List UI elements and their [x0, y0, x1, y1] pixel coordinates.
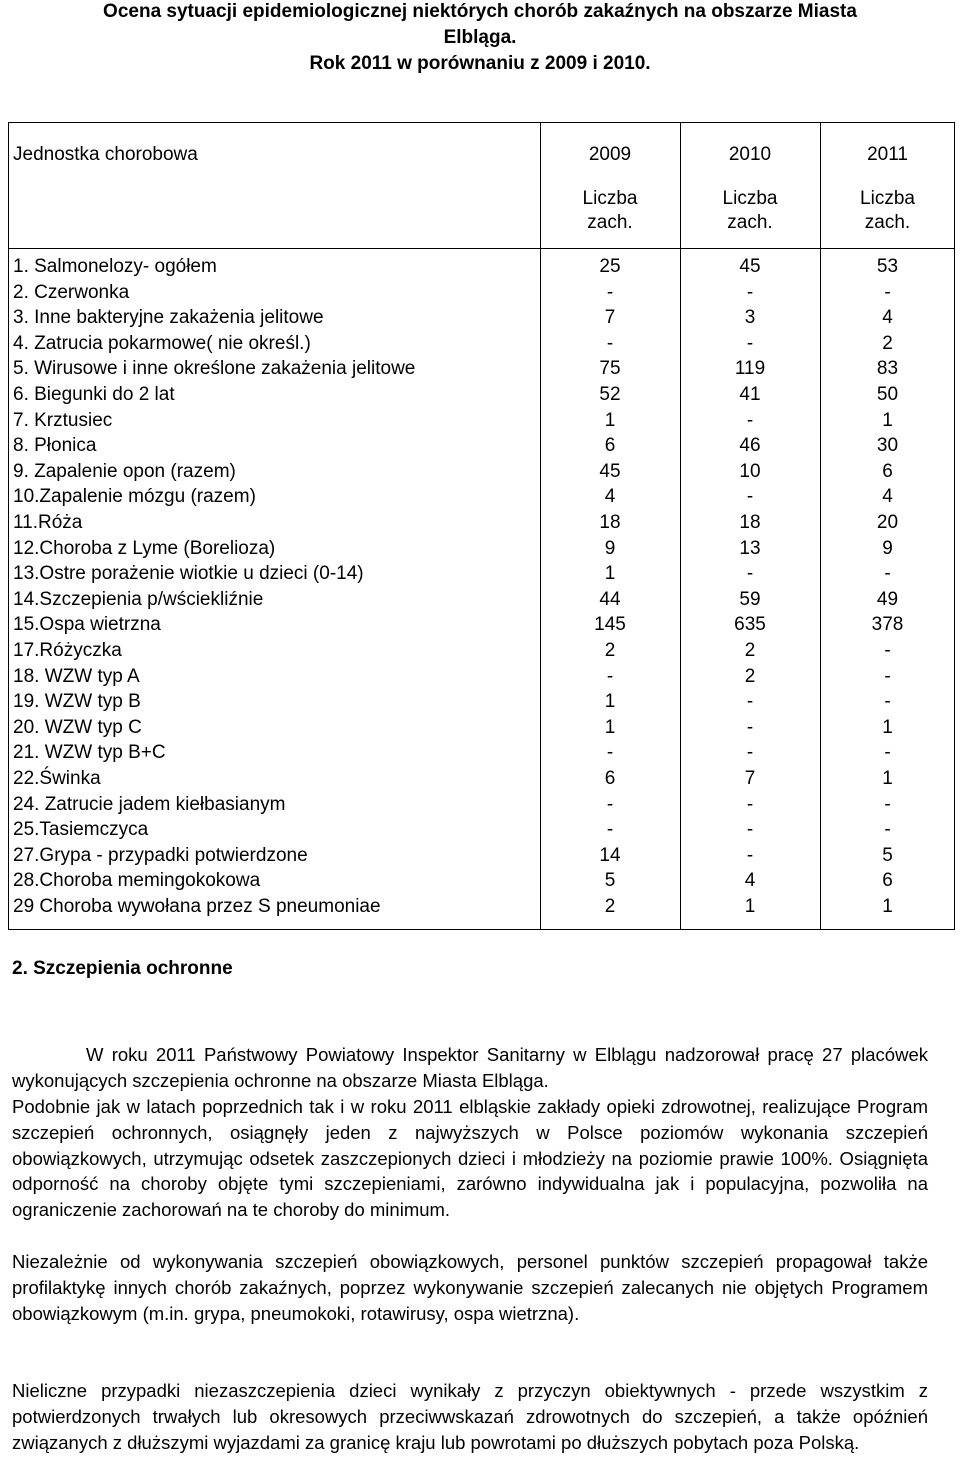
header-year-2011: 2011: [867, 144, 908, 165]
row-value-2009: 25: [599, 256, 621, 277]
row-label: 28.Choroba memingokokowa: [13, 870, 261, 892]
row-value-2011: 53: [876, 256, 899, 277]
header-year-2009: 2009: [588, 144, 632, 165]
row-value-2009: 9: [604, 537, 616, 559]
header-disease-unit: Jednostka chorobowa: [13, 144, 198, 165]
row-value-2010: -: [746, 742, 754, 764]
row-label: 18. WZW typ A: [13, 665, 140, 687]
row-value-2011: -: [884, 665, 891, 687]
row-value-2011: 30: [876, 435, 899, 457]
row-value-2009: 6: [604, 768, 616, 789]
row-value-2009: 4: [604, 486, 616, 508]
row-value-2010: 4: [744, 870, 756, 892]
paragraph-1: W roku 2011 Państwowy Powiatowy Inspektor Sanitarny w Elblągu nadzorował pracę 27 placówek wykonujących szczepienia ochronne na obszarze Miasta Elbląga.: [12, 1044, 928, 1091]
row-value-2010: 7: [744, 768, 756, 789]
row-value-2011: -: [884, 563, 891, 585]
row-value-2011: 378: [871, 614, 904, 636]
row-value-2011: 5: [882, 844, 893, 866]
row-value-2009: -: [606, 793, 614, 815]
row-label: 3. Inne bakteryjne zakażenia jelitowe: [13, 307, 324, 329]
row-value-2009: 45: [599, 460, 621, 482]
row-label: 12.Choroba z Lyme (Borelioza): [13, 537, 276, 559]
row-label: 4. Zatrucia pokarmowe( nie określ.): [13, 332, 311, 354]
row-value-2010: 3: [744, 307, 756, 329]
row-value-2009: 1: [604, 716, 616, 738]
row-value-2011: 6: [882, 870, 893, 892]
row-value-2009: 75: [599, 358, 621, 380]
row-label: 2. Czerwonka: [13, 281, 130, 303]
row-value-2009: 18: [599, 512, 621, 533]
row-label: 22.Świnka: [13, 768, 101, 789]
row-value-2011: -: [884, 793, 891, 815]
row-value-2010: -: [746, 486, 754, 508]
row-label: 14.Szczepienia p/wściekliźnie: [13, 588, 264, 610]
paragraph-2: Podobnie jak w latach poprzednich tak i w roku 2011 elbląskie zakłady opieki zdrowotnej, realizujące Program szczepień ochronnych, osiągnęły jeden z najwyższych w Polsce poziomów wykonania szczepień obowiązkowych, utrzymując odsetek zaszczepionych dzieci i młodzieży na poziomie prawie 100%. Osiągnięta odporność na choroby objęte tymi szczepieniami, zarówno indywidualna jak i populacyjna, pozwoliła na ograniczenie zachorowań na te choroby do minimum.: [12, 1096, 928, 1221]
title-line-1: Ocena sytuacji epidemiologicznej niektórych chorób zakaźnych na obszarze Miasta: [103, 1, 857, 22]
row-label: 15.Ospa wietrzna: [13, 614, 161, 636]
row-value-2009: 52: [599, 384, 621, 405]
row-value-2009: -: [606, 332, 614, 354]
row-value-2010: 119: [734, 358, 766, 380]
row-value-2009: -: [606, 281, 614, 303]
row-value-2011: -: [884, 691, 891, 713]
title-line-2: Elbląga.: [443, 27, 517, 48]
row-value-2009: 2: [604, 640, 616, 661]
row-value-2010: 46: [739, 435, 761, 457]
row-value-2009: 7: [604, 307, 616, 329]
row-value-2009: -: [606, 819, 614, 841]
header-count-2010: Liczba zach.: [722, 188, 778, 233]
disease-table: [8, 122, 955, 930]
row-label: 5. Wirusowe i inne określone zakażenia jelitowe: [13, 358, 416, 380]
row-value-2009: 44: [599, 588, 621, 610]
row-value-2009: 1: [604, 691, 616, 713]
header-divider: [9, 248, 954, 249]
row-value-2010: -: [746, 332, 754, 354]
row-value-2010: 10: [739, 460, 761, 482]
row-value-2011: 1: [882, 896, 893, 917]
row-value-2011: 50: [876, 384, 899, 405]
paragraph-4: Nieliczne przypadki niezaszczepienia dzieci wynikały z przyczyn obiektywnych - przede wszystkim z potwierdzonych trwałych lub okresowych przeciwwskazań zdrowotnych do szczepień, a także opóźnień związanych z dłuższymi wyjazdami za granicę kraju lub powrotami po dłuższych pobytach poza Polską.: [12, 1380, 928, 1453]
header-year-2010: 2010: [728, 144, 772, 165]
row-label: 7. Krztusiec: [13, 409, 113, 431]
row-value-2010: -: [746, 281, 754, 303]
row-value-2011: 1: [882, 409, 893, 431]
row-value-2010: -: [746, 716, 754, 738]
row-value-2010: 45: [739, 256, 761, 277]
paragraph-3: Niezależnie od wykonywania szczepień obowiązkowych, personel punktów szczepień propagował także profilaktykę innych chorób zakaźnych, poprzez wykonywanie szczepień zalecanych nie objętych Programem obowiązkowym (m.in. grypa, pneumokoki, rotawirusy, ospa wietrzna).: [12, 1251, 928, 1324]
row-value-2010: -: [746, 563, 754, 585]
header-count-2009: Liczba zach.: [582, 188, 638, 233]
row-label: 19. WZW typ B: [13, 691, 141, 713]
row-label: 10.Zapalenie mózgu (razem): [13, 486, 256, 508]
row-value-2009: 2: [604, 896, 616, 917]
row-value-2010: -: [746, 819, 754, 841]
row-value-2010: -: [746, 793, 754, 815]
row-value-2011: -: [884, 742, 891, 764]
section-heading: 2. Szczepienia ochronne: [12, 958, 233, 979]
row-value-2011: 1: [882, 716, 893, 738]
row-value-2009: 1: [604, 409, 616, 431]
row-value-2011: 9: [882, 537, 893, 559]
row-value-2009: -: [606, 665, 614, 687]
row-value-2011: 1: [882, 768, 893, 789]
row-value-2010: 18: [739, 512, 761, 533]
row-value-2011: 49: [876, 588, 899, 610]
row-value-2011: -: [884, 640, 891, 661]
row-label: 1. Salmonelozy- ogółem: [13, 256, 217, 277]
row-value-2009: 5: [604, 870, 616, 892]
row-value-2010: 2: [744, 640, 756, 661]
row-value-2011: 20: [876, 512, 899, 533]
row-label: 21. WZW typ B+C: [13, 742, 166, 764]
row-value-2010: -: [746, 691, 754, 713]
row-value-2010: -: [746, 409, 754, 431]
row-value-2011: 83: [876, 358, 899, 380]
row-value-2009: -: [606, 742, 614, 764]
title-line-3: Rok 2011 w porównaniu z 2009 i 2010.: [309, 53, 651, 74]
row-value-2011: -: [884, 819, 891, 841]
row-label: 17.Różyczka: [13, 640, 122, 661]
row-value-2010: -: [746, 844, 754, 866]
row-label: 9. Zapalenie opon (razem): [13, 460, 236, 482]
row-label: 8. Płonica: [13, 435, 97, 457]
row-value-2010: 59: [739, 588, 761, 610]
row-value-2010: 13: [739, 537, 761, 559]
row-value-2010: 635: [734, 614, 766, 636]
document-title: [0, 0, 960, 77]
row-value-2009: 1: [604, 563, 616, 585]
row-label: 13.Ostre porażenie wiotkie u dzieci (0-14): [13, 563, 364, 585]
row-value-2009: 145: [594, 614, 626, 636]
row-label: 11.Róża: [13, 512, 83, 533]
row-label: 29 Choroba wywołana przez S pneumoniae: [13, 896, 381, 917]
row-label: 6. Biegunki do 2 lat: [13, 384, 175, 405]
row-value-2011: 6: [882, 460, 893, 482]
row-value-2011: 4: [882, 486, 893, 508]
row-label: 24. Zatrucie jadem kiełbasianym: [13, 793, 286, 815]
header-count-2011: Liczba zach.: [860, 188, 915, 233]
row-value-2009: 14: [599, 844, 621, 866]
row-value-2009: 6: [604, 435, 616, 457]
row-value-2011: -: [884, 281, 891, 303]
row-value-2011: 4: [882, 307, 893, 329]
row-value-2011: 2: [882, 332, 893, 354]
row-value-2010: 1: [744, 896, 756, 917]
row-value-2010: 41: [739, 384, 761, 405]
row-label: 20. WZW typ C: [13, 716, 142, 738]
row-value-2010: 2: [744, 665, 756, 687]
row-label: 25.Tasiemczyca: [13, 819, 149, 841]
row-label: 27.Grypa - przypadki potwierdzone: [13, 844, 308, 866]
